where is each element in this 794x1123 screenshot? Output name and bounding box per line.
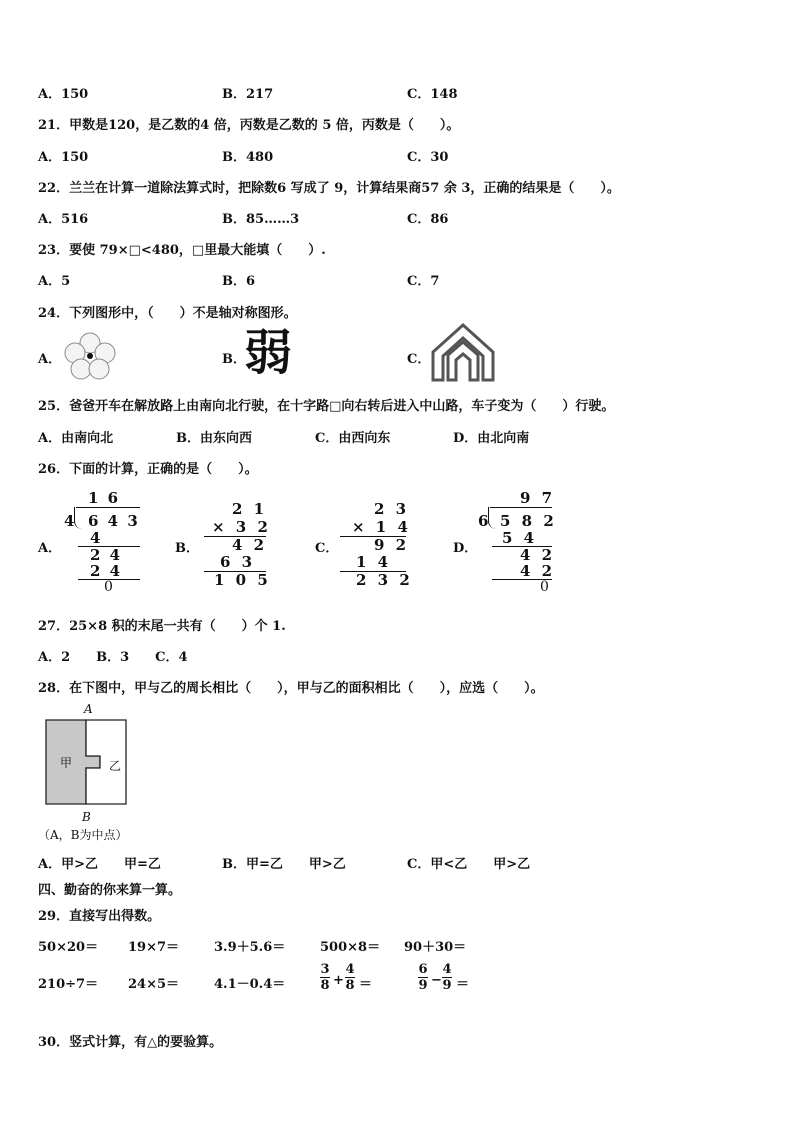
calc-item: 24×5＝ <box>128 977 180 992</box>
q30-text: 30．竖式计算，有△的要验算。 <box>38 1035 223 1050</box>
point-a-label: A <box>84 702 93 716</box>
q20-option-c: C．148 <box>407 87 458 102</box>
multiplier: × 3 2 <box>212 518 271 536</box>
multiplier: × 1 4 <box>352 518 411 536</box>
q23-option-a: A．5 <box>38 274 71 289</box>
numerator: 3 <box>320 962 330 977</box>
q27-text: 27．25×8 积的末尾一共有（ ）个 1. <box>38 619 286 634</box>
section-heading: 四、勤奋的你来算一算。 <box>38 883 182 898</box>
petal-bottom-right <box>89 359 109 379</box>
denominator: 8 <box>345 978 355 993</box>
step-1: 5 4 <box>502 529 538 547</box>
calc-item: 90＋30＝ <box>404 940 467 955</box>
calc-item: 3.9＋5.6＝ <box>214 940 286 955</box>
q22-option-a: A．516 <box>38 212 89 227</box>
step-3: 4 2 <box>520 562 556 580</box>
q20-option-a: A．150 <box>38 87 89 102</box>
petal-bottom-left <box>71 359 91 379</box>
fraction <box>442 962 452 993</box>
dividend: 6 4 3 <box>88 512 140 530</box>
equals: ＝ <box>359 977 373 992</box>
q28-option-c: C．甲<乙 甲>乙 <box>407 857 531 872</box>
q26-option-d: D． <box>453 541 478 556</box>
q21-option-b: B．480 <box>222 150 274 165</box>
numerator: 6 <box>418 962 428 977</box>
q25-option-c: C．由西向东 <box>315 431 391 446</box>
step-2: 4 2 <box>520 546 556 564</box>
denominator: 9 <box>418 978 428 993</box>
q25-option-a: A．由南向北 <box>38 431 114 446</box>
step-1: 4 <box>90 529 101 547</box>
operator: + <box>333 973 344 988</box>
point-b-label: B <box>82 810 91 824</box>
q21-text: 21．甲数是120，是乙数的4 倍，丙数是乙数的 5 倍，丙数是（ ）。 <box>38 118 460 133</box>
calc-item: 500×8＝ <box>320 940 381 955</box>
numerator: 4 <box>442 962 452 977</box>
flower-center <box>87 353 93 359</box>
dividend: 5 8 2 <box>500 512 557 530</box>
division-bracket <box>488 507 497 529</box>
q25-text: 25．爸爸开车在解放路上由南向北行驶，在十字路□向右转后进入中山路，车子变为（ ）行驶。 <box>38 399 615 414</box>
division-bracket <box>74 507 83 529</box>
q24-option-b: B． <box>222 352 246 367</box>
maze-logo-figure <box>430 322 496 384</box>
q28-option-a: A．甲>乙 甲=乙 <box>38 857 161 872</box>
q20-option-b: B．217 <box>222 87 274 102</box>
remainder: 0 <box>104 579 113 595</box>
denominator: 8 <box>320 978 330 993</box>
partial-1: 4 2 <box>232 536 268 554</box>
q22-option-c: C．86 <box>407 212 449 227</box>
fraction <box>320 962 330 993</box>
q25-option-d: D．由北向南 <box>453 431 530 446</box>
q22-option-b: B．85……3 <box>222 212 300 227</box>
denominator: 9 <box>442 978 452 993</box>
q22-text: 22．兰兰在计算一道除法算式时，把除数6 写成了 9，计算结果商57 余 3，正确的结果是（ ）。 <box>38 181 620 196</box>
product: 2 3 2 <box>356 571 413 589</box>
q28-option-b: B．甲=乙 甲>乙 <box>222 857 346 872</box>
partial-2: 1 4 <box>356 553 392 571</box>
flower-figure <box>62 331 118 381</box>
figure-caption: （A，B为中点） <box>38 828 128 842</box>
q28-text: 28．在下图中，甲与乙的周长相比（ ），甲与乙的面积相比（ ），应选（ ）。 <box>38 681 544 696</box>
partial-2: 6 3 <box>220 553 256 571</box>
multiplicand: 2 3 <box>374 500 410 518</box>
remainder: 0 <box>540 579 549 595</box>
q23-option-b: B．6 <box>222 274 256 289</box>
q27-options: A．2 B．3 C．4 <box>38 650 188 665</box>
q21-option-a: A．150 <box>38 150 89 165</box>
q24-text: 24．下列图形中，（ ）不是轴对称图形。 <box>38 306 297 321</box>
calc-item: 4.1－0.4＝ <box>214 977 286 992</box>
calc-item: 210÷7＝ <box>38 977 99 992</box>
divisor: 6 <box>478 512 489 530</box>
calc-item: 50×20＝ <box>38 940 99 955</box>
numerator: 4 <box>345 962 355 977</box>
q23-option-c: C．7 <box>407 274 440 289</box>
q26-option-c: C． <box>315 541 339 556</box>
q26-option-b: B． <box>175 541 199 556</box>
equals: ＝ <box>456 977 470 992</box>
multiplicand: 2 1 <box>232 500 268 518</box>
quotient: 9 7 <box>520 489 556 507</box>
q24-option-c: C． <box>407 352 431 367</box>
product: 1 0 5 <box>214 571 271 589</box>
quotient: 1 6 <box>88 489 121 507</box>
step-2: 2 4 <box>90 546 123 564</box>
partial-1: 9 2 <box>374 536 410 554</box>
weak-character-figure: 弱 <box>244 325 293 381</box>
divisor: 4 <box>64 512 75 530</box>
step-3: 2 4 <box>90 562 123 580</box>
q24-option-a: A． <box>38 352 62 367</box>
division-bar <box>76 507 140 508</box>
q23-text: 23．要使 79×□<480，□里最大能填（ ）. <box>38 243 326 258</box>
yi-label: 乙 <box>109 759 122 773</box>
division-bar <box>490 507 552 508</box>
fraction <box>418 962 428 993</box>
q26-option-a: A． <box>38 541 62 556</box>
jia-label: 甲 <box>60 756 73 770</box>
q29-text: 29．直接写出得数。 <box>38 909 161 924</box>
calc-item: 19×7＝ <box>128 940 180 955</box>
q26-text: 26．下面的计算，正确的是（ ）。 <box>38 462 258 477</box>
fraction <box>345 962 355 993</box>
operator: − <box>431 973 442 988</box>
q21-option-c: C．30 <box>407 150 449 165</box>
q25-option-b: B．由东向西 <box>176 431 252 446</box>
